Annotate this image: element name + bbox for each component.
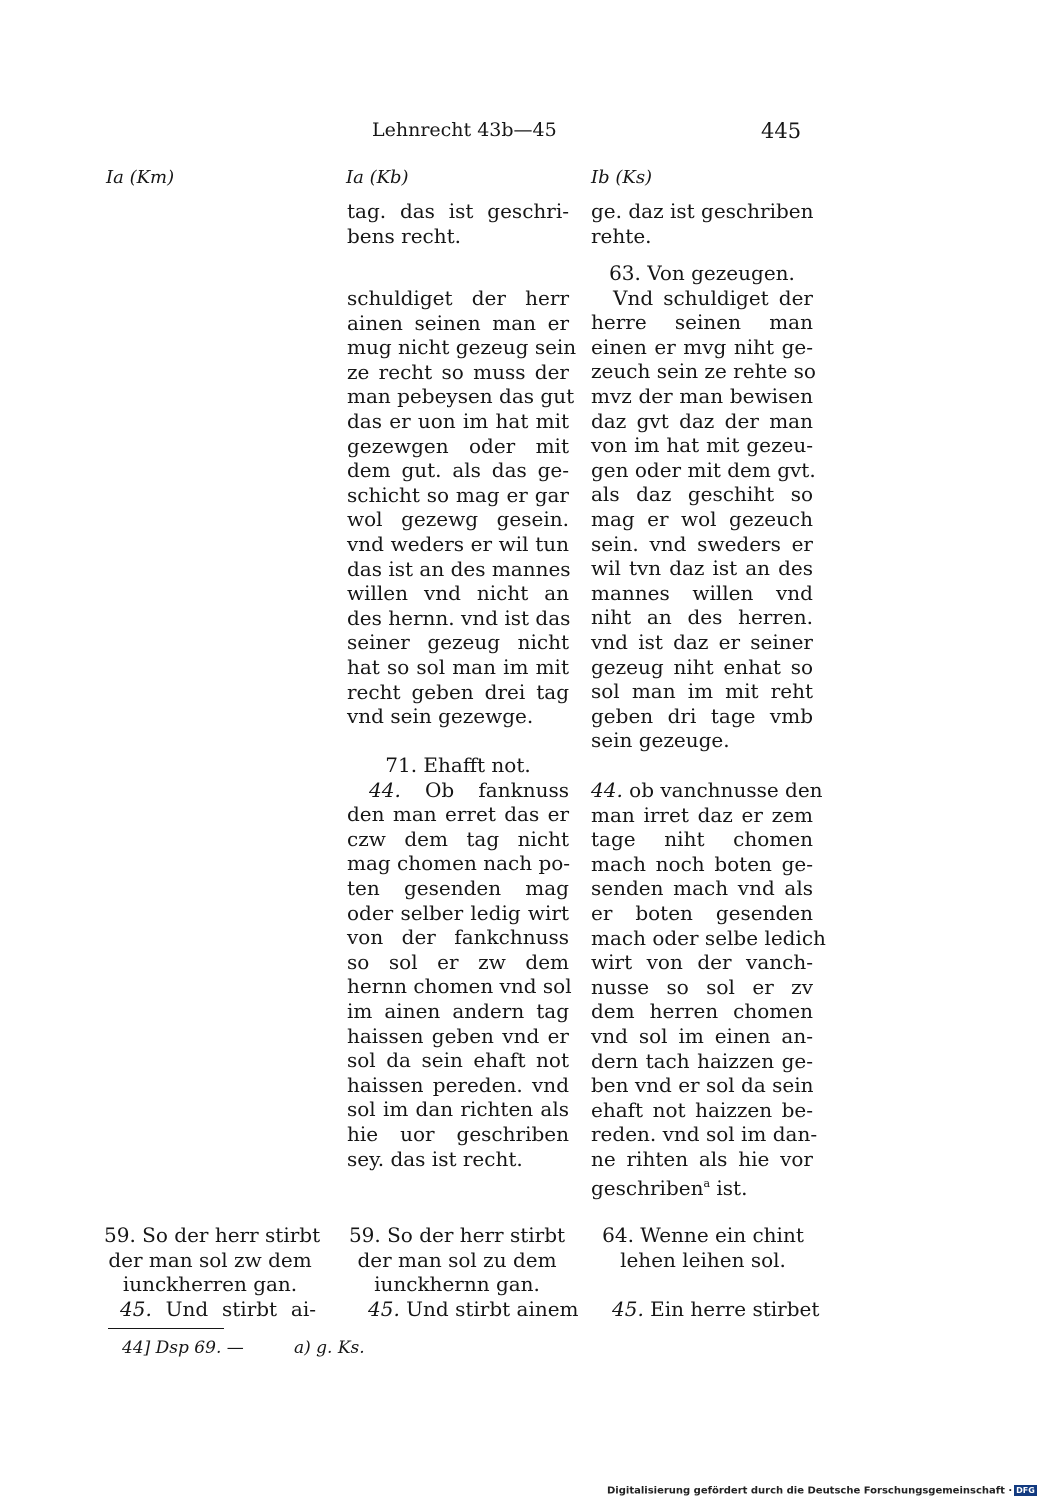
section-heading-71: 71. Ehafft not. <box>385 753 531 777</box>
text-line: hie uor geschriben <box>347 1121 569 1146</box>
text-line: schuldiget der herr <box>347 286 569 310</box>
text-line: seiner gezeug nicht <box>347 630 569 655</box>
text-line: hernn chomen vnd sol <box>347 974 572 999</box>
text-line: tage niht chomen <box>591 827 813 852</box>
kb-section-59 <box>343 1223 579 1321</box>
text-line: dem gut. als das ge- <box>347 458 569 483</box>
text-line: geben dri tage vmb <box>591 703 813 728</box>
footnote-44: 44] Dsp 69. — <box>122 1338 244 1358</box>
section-number: 44. <box>369 777 401 802</box>
kb-paragraph-2 <box>347 286 577 729</box>
text-line: nusse so sol er zv <box>591 974 813 999</box>
text-line: ben vnd er sol da sein <box>591 1073 814 1098</box>
text-line: ten gesenden mag <box>347 875 569 900</box>
text-line: mvz der man bewisen <box>591 383 813 408</box>
text-line: ze recht so muss der <box>347 359 569 384</box>
text-line: recht geben drei tag <box>347 679 569 704</box>
section-heading-63: 63. Von gezeugen. <box>609 261 795 285</box>
section-45-first-line <box>104 1297 316 1322</box>
text-line: geschriben <box>591 1175 704 1200</box>
section-45-first-line <box>343 1296 579 1322</box>
text-line: mag chomen nach po- <box>347 851 571 876</box>
section-heading-59: der man sol zw dem <box>108 1247 312 1272</box>
kb-section-44 <box>347 753 572 1171</box>
column-heading-kb: Ia (Kb) <box>346 167 409 188</box>
section-number: 45. <box>368 1296 400 1321</box>
column-heading-ks: Ib (Ks) <box>591 167 653 188</box>
text-line: ainen seinen man er <box>347 310 569 335</box>
text-line: hat so sol man im mit <box>347 654 569 679</box>
text-line: von im hat mit gezeu- <box>591 433 813 458</box>
text-line: mag er wol gezeuch <box>591 506 813 531</box>
text-line: haissen geben vnd er <box>347 1023 569 1048</box>
text-line: man pebeysen das gut <box>347 384 575 409</box>
credit-text: Digitalisierung gefördert durch die Deutsche Forschungsgemeinschaft · <box>607 1485 1013 1497</box>
page-number: 445 <box>761 119 802 143</box>
kb-paragraph-1 <box>347 199 569 248</box>
text-line: vnd ist daz er seiner <box>591 629 813 654</box>
text-line: mannes willen vnd <box>591 580 813 605</box>
text-line: sol man im mit reht <box>591 679 813 704</box>
km-section-59 <box>104 1223 321 1321</box>
text-line: mach oder selbe ledich <box>591 925 826 950</box>
text-line: senden mach vnd als <box>591 876 813 901</box>
text-line: von der fankchnuss <box>347 925 569 950</box>
section-heading-59: iunckherren gan. <box>122 1272 298 1297</box>
text-line: Ob fanknuss <box>425 777 569 802</box>
section-heading-59: iunckhernn gan. <box>374 1272 540 1297</box>
text-line: vnd sol im einen an- <box>591 1023 813 1048</box>
text-line: sein. vnd sweders er <box>591 531 813 556</box>
text-line: so sol er zw dem <box>347 949 569 974</box>
section-heading-59: 59. So der herr stirbt <box>348 1223 566 1247</box>
section-heading-59: der man sol zu dem <box>357 1247 557 1272</box>
text-line: im ainen andern tag <box>347 998 569 1023</box>
text-line: wil tvn daz ist an des <box>591 556 813 581</box>
text-line: zeuch sein ze rehte so <box>591 359 816 384</box>
section-heading-59: 59. So der herr stirbt <box>104 1223 321 1247</box>
text-line: ne rihten als hie vor <box>591 1146 813 1171</box>
text-line: niht an des herren. <box>591 605 813 630</box>
text-line: einen er mvg niht ge- <box>591 334 813 359</box>
text-line: das ist an des mannes <box>347 556 571 581</box>
text-line: sol im dan richten als <box>347 1097 569 1122</box>
text-line: reden. vnd sol im dan- <box>591 1122 818 1147</box>
text-line: tag. das ist geschri- <box>347 199 569 223</box>
text-line: den man erret das er <box>347 802 569 827</box>
text-line: als daz geschiht so <box>591 482 813 507</box>
text-line: daz gvt daz der man <box>591 408 813 433</box>
text-line: rehte. <box>591 223 652 248</box>
text-line: man irret daz er zem <box>591 802 813 827</box>
text-line: Und stirbt ai- <box>165 1296 316 1321</box>
text-line: sey. das ist recht. <box>347 1146 523 1171</box>
section-44-first-line <box>591 778 823 803</box>
text-line: sein gezeuge. <box>591 728 730 753</box>
text-line: er boten gesenden <box>591 900 813 925</box>
text-line: haissen pereden. vnd <box>347 1072 569 1097</box>
ks-paragraph-1 <box>591 199 813 248</box>
text-line: wol gezewg gesein. <box>347 507 569 532</box>
text-line: wirt von der vanch- <box>591 950 813 975</box>
digitization-credit <box>607 1485 1037 1497</box>
text-line: ob vanchnusse den <box>629 778 823 802</box>
text-line: mach noch boten ge- <box>591 851 813 876</box>
text-line: dern tach haizzen ge- <box>591 1048 813 1073</box>
text-line: sol da sein ehaft not <box>347 1048 569 1073</box>
text-line: Und stirbt ainem <box>406 1296 579 1321</box>
ks-last-line <box>591 1172 813 1201</box>
footnote-divider <box>108 1328 224 1329</box>
section-number: 45. <box>120 1296 152 1321</box>
text-line: oder selber ledig wirt <box>347 900 569 925</box>
section-number: 44. <box>591 778 623 802</box>
section-44-first-line <box>347 778 569 803</box>
ks-paragraph-2 <box>591 261 816 753</box>
text-line: czw dem tag nicht <box>347 826 569 851</box>
text-line: ge. daz ist geschriben <box>591 199 814 223</box>
text-line: gezewgen oder mit <box>347 433 569 458</box>
text-line: gen oder mit dem gvt. <box>591 457 816 482</box>
text-line: herre seinen man <box>591 310 813 335</box>
text-line: das er uon im hat mit <box>347 408 569 433</box>
section-number: 45. <box>612 1296 644 1321</box>
column-heading-km: Ia (Km) <box>106 167 175 188</box>
section-heading-64: lehen leihen sol. <box>620 1247 786 1272</box>
text-line: willen vnd nicht an <box>347 581 569 606</box>
text-line: vnd weders er wil tun <box>347 531 569 556</box>
text-line: ehaft not haizzen be- <box>591 1097 813 1122</box>
text-line: vnd sein gezewge. <box>347 704 534 729</box>
running-header-title: Lehnrecht 43b—45 <box>372 119 557 141</box>
footnote-marker: a <box>703 1176 711 1190</box>
text-line: schicht so mag er gar <box>347 482 569 507</box>
text-line: gezeug niht enhat so <box>591 654 813 679</box>
ks-section-44 <box>591 778 826 1200</box>
text-line: Vnd schuldiget der <box>613 285 813 310</box>
section-heading-64: 64. Wenne ein chint <box>602 1223 804 1247</box>
footnote-a: a) g. Ks. <box>294 1338 365 1358</box>
text-line: mug nicht gezeug sein <box>347 335 577 360</box>
text-line: bens recht. <box>347 223 462 248</box>
ks-section-64 <box>590 1223 820 1321</box>
section-45-first-line <box>590 1296 820 1322</box>
text-line: ist. <box>716 1175 748 1200</box>
text-line: Ein herre stirbet <box>650 1296 820 1321</box>
text-line: dem herren chomen <box>591 999 813 1024</box>
dfg-logo: DFG <box>1016 1486 1035 1495</box>
text-line: des hernn. vnd ist das <box>347 605 571 630</box>
